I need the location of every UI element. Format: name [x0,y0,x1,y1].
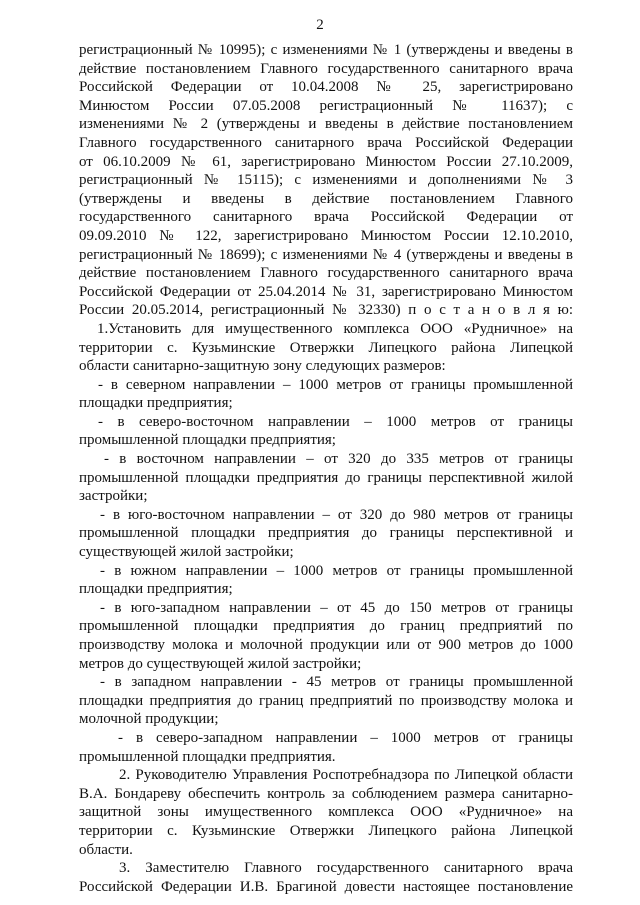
document-body [79,41,573,896]
text-line: площадки предприятия; [79,395,233,412]
text-line: - в северо-западном направлении – 1000 метров от границы [118,729,573,746]
text-line: области. [79,841,133,858]
text-line: промышленной площадки предприятия до границы перспективной жилой [79,469,573,486]
text-line: - в северном направлении – 1000 метров от границы промышленной [98,376,573,393]
paragraph [79,562,573,599]
text-line: площадки предприятия; [79,581,233,598]
text-line: Российской Федерации от 10.04.2008 № 25, зарегистрировано [79,79,573,96]
text-line: от 06.10.2009 № 61, зарегистрировано Минюстом России 27.10.2009, [79,153,573,170]
text-line: В.А. Бондареву обеспечить контроль за соблюдением размера санитарно- [79,785,573,802]
text-line: промышленной площадки предприятия; [79,432,336,449]
paragraph [79,599,573,673]
text-line: регистрационный № 15115); с изменениями и дополнениями № 3 [79,172,573,189]
text-line: промышленной площадки предприятия до границ предприятий по [79,618,573,635]
page-number: 2 [316,17,324,33]
text-line: России 20.05.2014, регистрационный № 32330) п о с т а н о в л я ю: [79,302,573,319]
text-line: действие постановлением Главного государственного санитарного врача [79,60,573,77]
text-line: (утверждены и введены в действие постановлением Главного [79,190,573,207]
paragraph [79,859,573,896]
text-line: застройки; [79,488,148,505]
text-line: действие постановлением Главного государственного санитарного врача [79,265,573,282]
text-line: 1.Установить для имущественного комплекса ООО «Рудничное» на [97,320,573,337]
text-line: Минюстом России 07.05.2008 регистрационный № 11637); с [79,97,573,114]
paragraph [79,766,573,859]
text-line: существующей жилой застройки; [79,544,294,561]
text-line: - в восточном направлении – от 320 до 335 метров от границы [104,451,573,468]
text-line: защитной зоны имущественного комплекса ООО «Рудничное» на [79,804,573,821]
text-line: регистрационный № 18699); с изменениями № 4 (утверждены и введены в [79,246,573,263]
text-line: промышленной площадки предприятия. [79,748,336,765]
text-line: - в западном направлении - 45 метров от границы промышленной [100,674,573,691]
text-line: 2. Руководителю Управления Роспотребнадзора по Липецкой области [119,767,573,784]
text-line: 09.09.2010 № 122, зарегистрировано Минюстом России 12.10.2010, [79,227,573,244]
text-line: территории с. Кузьминские Отвержки Липецкого района Липецкой [79,822,573,839]
text-line: - в юго-западном направлении – от 45 до 150 метров от границы [100,599,573,616]
paragraph [79,41,573,320]
paragraph [79,506,573,562]
text-line: регистрационный № 10995); с изменениями № 1 (утверждены и введены в [79,42,573,58]
text-line: молочной продукции; [79,711,219,728]
text-line: - в юго-восточном направлении – от 320 до 980 метров от границы [100,506,573,523]
paragraph [79,450,573,506]
text-line: изменениями № 2 (утверждены и введены в действие постановлением [79,116,573,133]
text-line: Российской Федерации от 25.04.2014 № 31, зарегистрировано Минюстом [79,283,573,300]
text-line: производству молока и молочной продукции или от 900 метров до 1000 [79,637,573,653]
text-line: области санитарно-защитную зону следующих размеров: [79,358,446,375]
paragraph [79,673,573,729]
text-line: промышленной площадки предприятия до границы перспективной и [79,525,573,542]
text-line: территории с. Кузьминские Отвержки Липецкого района Липецкой [79,339,573,356]
text-line: площадки предприятия до границ предприятий по производству молока и [79,692,573,709]
paragraph [79,376,573,413]
paragraph [79,413,573,450]
paragraph [79,320,573,376]
paragraph [79,729,573,766]
text-line: Главного государственного санитарного врача Российской Федерации [79,134,573,151]
text-line: Российской Федерации И.В. Брагиной довести настоящее постановление [79,878,573,895]
text-line: государственного санитарного врача Российской Федерации от [79,209,573,226]
text-line: метров до существующей жилой застройки; [79,655,362,672]
text-line: 3. Заместителю Главного государственного санитарного врача [119,860,573,877]
text-line: - в южном направлении – 1000 метров от границы промышленной [100,562,573,579]
text-line: - в северо-восточном направлении – 1000 метров от границы [98,413,573,430]
